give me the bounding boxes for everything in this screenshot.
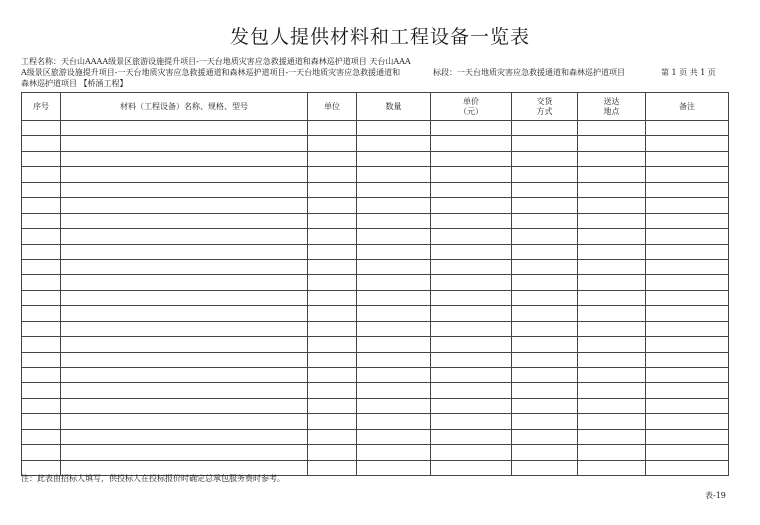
table-cell	[61, 352, 308, 367]
table-cell	[578, 151, 646, 166]
table-cell	[431, 460, 512, 475]
table-row	[22, 398, 729, 413]
table-cell	[22, 290, 61, 305]
table-cell	[61, 306, 308, 321]
page-info: 第 1 页 共 1 页	[661, 68, 716, 77]
table-cell	[578, 414, 646, 429]
table-cell	[512, 151, 578, 166]
table-row	[22, 337, 729, 352]
column-header	[646, 93, 729, 121]
table-cell	[512, 198, 578, 213]
table-row	[22, 321, 729, 336]
table-row	[22, 198, 729, 213]
table-cell	[308, 121, 357, 136]
table-cell	[431, 306, 512, 321]
table-cell	[22, 275, 61, 290]
project-name-continued: A级景区旅游设施提升项目-一天台地质灾害应急救援通道和森林巡护道项目-一天台地质灾害应急救援通道和	[21, 68, 401, 77]
table-cell	[431, 398, 512, 413]
materials-table	[21, 92, 729, 476]
table-cell	[22, 306, 61, 321]
column-header-text: 送达	[603, 96, 620, 106]
table-cell	[512, 321, 578, 336]
table-cell	[22, 151, 61, 166]
table-cell	[61, 414, 308, 429]
table-cell	[578, 398, 646, 413]
table-cell	[357, 321, 431, 336]
table-cell	[646, 414, 729, 429]
table-cell	[512, 352, 578, 367]
table-row	[22, 121, 729, 136]
table-cell	[61, 182, 308, 197]
table-cell	[61, 275, 308, 290]
table-cell	[22, 244, 61, 259]
table-cell	[22, 337, 61, 352]
table-cell	[22, 352, 61, 367]
table-cell	[646, 368, 729, 383]
table-cell	[22, 368, 61, 383]
table-cell	[61, 445, 308, 460]
table-cell	[22, 383, 61, 398]
table-cell	[61, 167, 308, 182]
column-header-text: 地点	[603, 106, 620, 116]
table-cell	[308, 229, 357, 244]
table-cell	[646, 321, 729, 336]
table-cell	[22, 198, 61, 213]
table-cell	[22, 136, 61, 151]
table-cell	[357, 198, 431, 213]
table-row	[22, 306, 729, 321]
table-cell	[578, 337, 646, 352]
table-cell	[578, 213, 646, 228]
table-cell	[61, 337, 308, 352]
table-cell	[512, 306, 578, 321]
project-name-line-1: 工程名称：天台山AAAA级景区旅游设施提升项目-一天台地质灾害应急救援通道和森林巡护道项目 天台山AAA	[21, 57, 411, 66]
table-cell	[646, 167, 729, 182]
table-cell	[578, 167, 646, 182]
table-cell	[357, 460, 431, 475]
table-cell	[578, 198, 646, 213]
table-cell	[308, 352, 357, 367]
column-header	[431, 93, 512, 121]
table-cell	[357, 429, 431, 444]
column-header	[357, 93, 431, 121]
table-cell	[512, 368, 578, 383]
table-cell	[61, 121, 308, 136]
table-cell	[512, 213, 578, 228]
table-cell	[578, 306, 646, 321]
table-cell	[308, 151, 357, 166]
table-cell	[61, 398, 308, 413]
table-cell	[578, 182, 646, 197]
column-header-text: 材料（工程设备）名称、规格、型号	[120, 101, 248, 111]
table-cell	[431, 275, 512, 290]
table-cell	[512, 290, 578, 305]
table-cell	[646, 352, 729, 367]
column-header	[22, 93, 61, 121]
table-cell	[22, 445, 61, 460]
column-header-text: 数量	[385, 101, 402, 111]
table-cell	[512, 337, 578, 352]
table-cell	[61, 290, 308, 305]
table-cell	[646, 429, 729, 444]
table-cell	[431, 321, 512, 336]
table-cell	[357, 229, 431, 244]
table-row	[22, 182, 729, 197]
table-cell	[578, 445, 646, 460]
table-cell	[357, 182, 431, 197]
table-cell	[22, 121, 61, 136]
column-header-text: 方式	[536, 106, 553, 116]
table-cell	[308, 198, 357, 213]
table-cell	[431, 352, 512, 367]
table-cell	[431, 136, 512, 151]
table-cell	[578, 136, 646, 151]
table-cell	[431, 244, 512, 259]
table-cell	[22, 167, 61, 182]
table-cell	[431, 445, 512, 460]
table-cell	[646, 198, 729, 213]
table-cell	[357, 244, 431, 259]
table-cell	[578, 244, 646, 259]
table-cell	[431, 259, 512, 274]
table-cell	[357, 383, 431, 398]
table-cell	[22, 182, 61, 197]
table-cell	[308, 275, 357, 290]
table-cell	[431, 429, 512, 444]
table-cell	[61, 429, 308, 444]
table-body	[22, 121, 729, 476]
table-row	[22, 244, 729, 259]
table-cell	[357, 259, 431, 274]
table-cell	[61, 151, 308, 166]
table-cell	[512, 136, 578, 151]
column-header-text: 交货	[536, 96, 553, 106]
table-cell	[61, 259, 308, 274]
table-cell	[512, 182, 578, 197]
table-cell	[512, 167, 578, 182]
table-row	[22, 167, 729, 182]
project-info	[21, 56, 731, 89]
table-cell	[646, 244, 729, 259]
table-row	[22, 136, 729, 151]
table-row	[22, 290, 729, 305]
table-row	[22, 229, 729, 244]
table-cell	[357, 414, 431, 429]
table-cell	[646, 136, 729, 151]
table-cell	[61, 244, 308, 259]
table-cell	[357, 121, 431, 136]
table-cell	[578, 229, 646, 244]
footnote: 注：此表由招标人填写，供投标人在投标报价时确定总承包服务费时参考。	[21, 474, 285, 483]
section-label: 标段：	[433, 68, 457, 77]
table-cell	[578, 290, 646, 305]
table-cell	[431, 229, 512, 244]
table-cell	[308, 167, 357, 182]
table-cell	[646, 383, 729, 398]
table-row	[22, 352, 729, 367]
table-cell	[646, 290, 729, 305]
table-row	[22, 429, 729, 444]
page-title: 发包人提供材料和工程设备一览表	[229, 26, 530, 48]
table-cell	[512, 244, 578, 259]
table-cell	[646, 460, 729, 475]
table-cell	[357, 290, 431, 305]
table-row	[22, 275, 729, 290]
table-cell	[308, 259, 357, 274]
table-cell	[308, 398, 357, 413]
table-cell	[431, 182, 512, 197]
table-cell	[578, 460, 646, 475]
table-cell	[308, 290, 357, 305]
table-cell	[308, 182, 357, 197]
table-cell	[512, 398, 578, 413]
table-cell	[61, 213, 308, 228]
column-header	[61, 93, 308, 121]
table-cell	[308, 460, 357, 475]
table-cell	[357, 167, 431, 182]
column-header-text: 单价	[463, 96, 479, 106]
table-cell	[578, 121, 646, 136]
table-header-row	[22, 93, 729, 121]
table-cell	[357, 306, 431, 321]
column-header	[308, 93, 357, 121]
table-cell	[308, 368, 357, 383]
table-cell	[357, 136, 431, 151]
column-header-text: 单位	[324, 101, 340, 111]
table-row	[22, 383, 729, 398]
table-cell	[308, 321, 357, 336]
table-row	[22, 213, 729, 228]
column-header	[512, 93, 578, 121]
table-cell	[512, 414, 578, 429]
table-cell	[22, 229, 61, 244]
table-row	[22, 151, 729, 166]
table-cell	[646, 398, 729, 413]
table-cell	[357, 352, 431, 367]
table-cell	[512, 229, 578, 244]
table-cell	[431, 213, 512, 228]
table-cell	[431, 167, 512, 182]
table-cell	[22, 321, 61, 336]
column-header-text: 备注	[679, 101, 695, 111]
table-cell	[512, 259, 578, 274]
project-name-line-2	[21, 67, 731, 78]
table-cell	[357, 151, 431, 166]
column-header-text: （元）	[459, 106, 483, 116]
table-cell	[22, 398, 61, 413]
table-cell	[578, 368, 646, 383]
table-cell	[578, 259, 646, 274]
table-cell	[357, 213, 431, 228]
table-cell	[512, 383, 578, 398]
column-header-text: 序号	[33, 101, 49, 111]
table-cell	[357, 398, 431, 413]
table-cell	[431, 383, 512, 398]
table-cell	[22, 429, 61, 444]
table-cell	[512, 429, 578, 444]
table-cell	[512, 275, 578, 290]
table-cell	[646, 213, 729, 228]
project-name-line-3: 森林巡护道项目 【桥涵工程】	[21, 79, 128, 88]
table-cell	[646, 337, 729, 352]
section-info	[433, 67, 625, 78]
table-cell	[646, 229, 729, 244]
table-cell	[431, 121, 512, 136]
table-cell	[61, 321, 308, 336]
table-cell	[22, 213, 61, 228]
column-header	[578, 93, 646, 121]
table-cell	[308, 383, 357, 398]
table-cell	[22, 259, 61, 274]
table-cell	[61, 229, 308, 244]
table-cell	[646, 182, 729, 197]
table-row	[22, 445, 729, 460]
table-cell	[61, 383, 308, 398]
table-cell	[61, 368, 308, 383]
table-cell	[308, 213, 357, 228]
table-cell	[512, 460, 578, 475]
table-cell	[646, 306, 729, 321]
table-cell	[431, 198, 512, 213]
table-cell	[512, 445, 578, 460]
table-cell	[308, 136, 357, 151]
table-row	[22, 259, 729, 274]
table-cell	[646, 121, 729, 136]
table-cell	[578, 429, 646, 444]
section-value: 一天台地质灾害应急救援通道和森林巡护道项目	[457, 68, 625, 77]
table-cell	[61, 198, 308, 213]
table-cell	[431, 151, 512, 166]
table-cell	[431, 414, 512, 429]
table-cell	[308, 337, 357, 352]
table-cell	[308, 306, 357, 321]
table-cell	[357, 337, 431, 352]
table-cell	[431, 290, 512, 305]
table-cell	[431, 368, 512, 383]
table-cell	[308, 414, 357, 429]
table-cell	[22, 414, 61, 429]
table-cell	[646, 445, 729, 460]
table-cell	[578, 383, 646, 398]
table-cell	[646, 259, 729, 274]
table-cell	[578, 321, 646, 336]
table-row	[22, 414, 729, 429]
table-row	[22, 368, 729, 383]
table-cell	[357, 275, 431, 290]
table-cell	[646, 275, 729, 290]
table-cell	[308, 445, 357, 460]
table-cell	[431, 337, 512, 352]
table-cell	[646, 151, 729, 166]
table-cell	[357, 368, 431, 383]
table-cell	[357, 445, 431, 460]
table-cell	[512, 121, 578, 136]
table-cell	[578, 352, 646, 367]
table-cell	[578, 275, 646, 290]
form-number: 表-19	[705, 491, 726, 500]
table-cell	[308, 244, 357, 259]
table-cell	[308, 429, 357, 444]
table-cell	[61, 136, 308, 151]
